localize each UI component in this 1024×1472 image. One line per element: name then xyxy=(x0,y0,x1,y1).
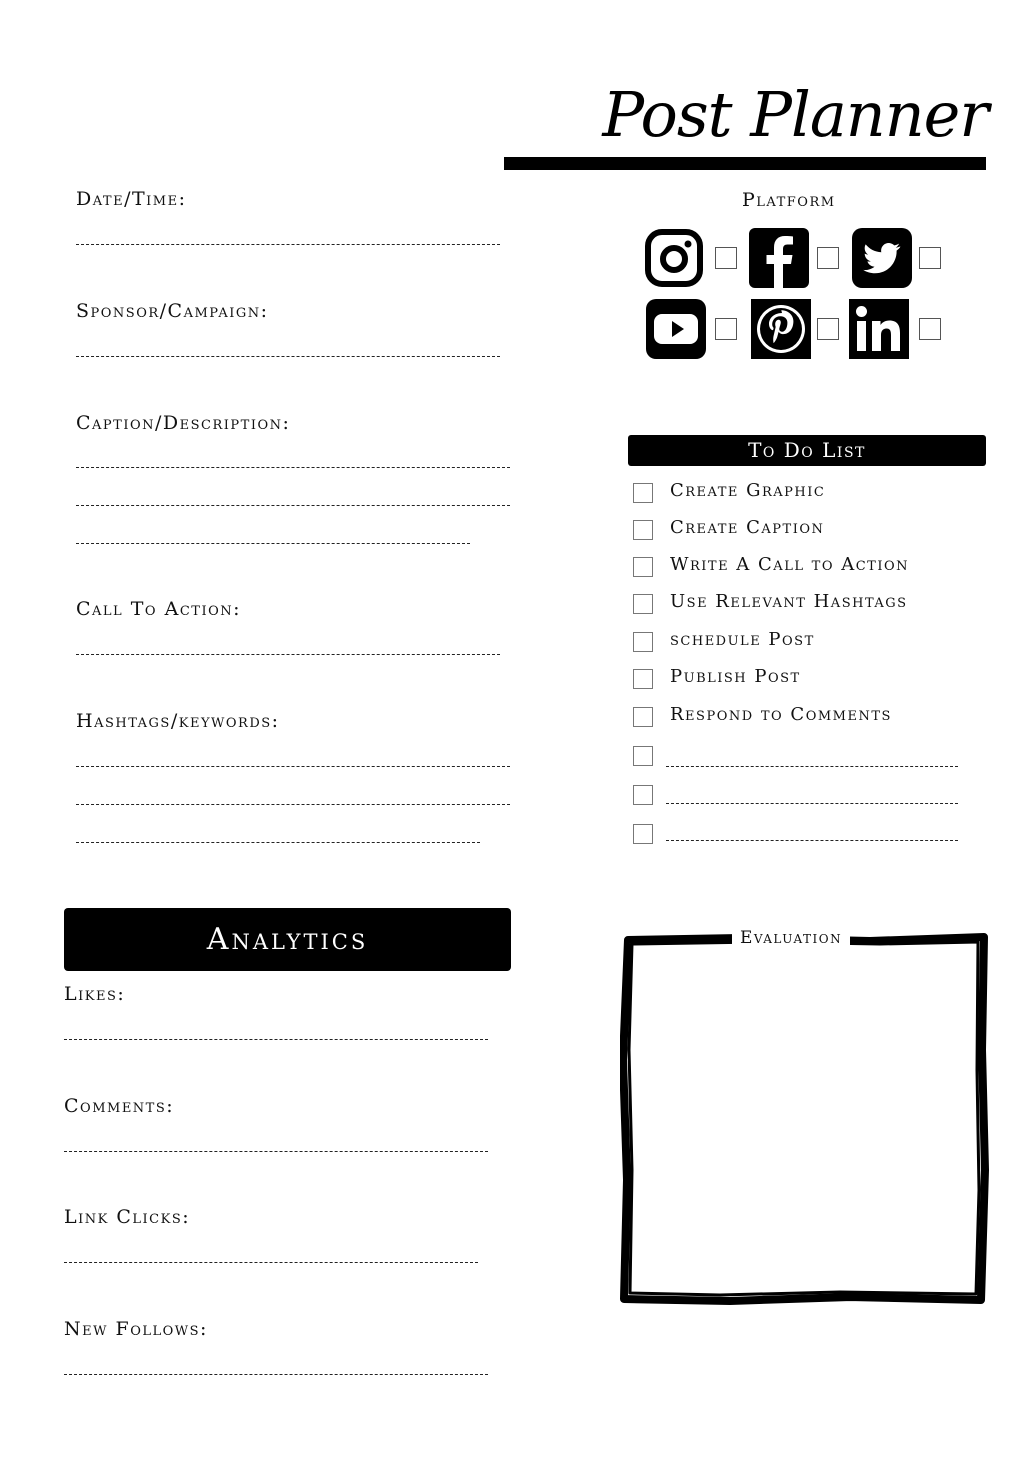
twitter-checkbox[interactable] xyxy=(919,247,941,269)
todo-checkbox-3[interactable] xyxy=(633,557,653,577)
todo-checkbox-6[interactable] xyxy=(633,669,653,689)
call-to-action-label: Call To Action: xyxy=(76,598,242,620)
todo-item-schedule-post: schedule Post xyxy=(670,629,815,650)
hashtags-line-2[interactable] xyxy=(76,804,510,805)
youtube-checkbox[interactable] xyxy=(715,318,737,340)
sponsor-campaign-line[interactable] xyxy=(76,356,500,357)
todo-checkbox-5[interactable] xyxy=(633,632,653,652)
new-follows-line[interactable] xyxy=(64,1374,488,1375)
call-to-action-line[interactable] xyxy=(76,654,500,655)
likes-line[interactable] xyxy=(64,1039,488,1040)
hashtags-line-1[interactable] xyxy=(76,766,510,767)
todo-item-publish-post: Publish Post xyxy=(670,666,801,687)
todo-list-header: To Do List xyxy=(628,435,986,466)
hashtags-line-3[interactable] xyxy=(76,842,480,843)
todo-item-create-graphic: Create Graphic xyxy=(670,480,826,501)
todo-blank-line-1[interactable] xyxy=(666,766,958,767)
hashtags-keywords-label: Hashtags/keywords: xyxy=(76,710,280,732)
platform-label: Platform xyxy=(742,189,836,211)
caption-line-1[interactable] xyxy=(76,467,510,468)
youtube-icon xyxy=(646,299,706,359)
todo-checkbox-4[interactable] xyxy=(633,594,653,614)
todo-checkbox-7[interactable] xyxy=(633,707,653,727)
new-follows-label: New Follows: xyxy=(64,1318,208,1340)
todo-checkbox-1[interactable] xyxy=(633,483,653,503)
todo-checkbox-2[interactable] xyxy=(633,520,653,540)
instagram-icon xyxy=(644,228,704,288)
comments-label: Comments: xyxy=(64,1095,175,1117)
evaluation-box[interactable] xyxy=(620,930,990,1306)
title-underline-bar xyxy=(504,157,986,170)
link-clicks-line[interactable] xyxy=(64,1262,478,1263)
date-time-label: Date/Time: xyxy=(76,188,187,210)
evaluation-label: Evaluation xyxy=(732,928,850,948)
todo-item-hashtags: Use Relevant Hashtags xyxy=(670,591,908,612)
caption-description-label: Caption/Description: xyxy=(76,412,291,434)
todo-checkbox-9[interactable] xyxy=(633,785,653,805)
pinterest-checkbox[interactable] xyxy=(817,318,839,340)
likes-label: Likes: xyxy=(64,983,126,1005)
analytics-header: Analytics xyxy=(64,908,511,971)
pinterest-icon xyxy=(751,299,811,359)
facebook-icon xyxy=(749,228,809,288)
todo-checkbox-8[interactable] xyxy=(633,746,653,766)
todo-item-respond-comments: Respond to Comments xyxy=(670,704,892,725)
page-title: Post Planner xyxy=(602,78,988,151)
todo-blank-line-3[interactable] xyxy=(666,840,958,841)
linkedin-icon xyxy=(849,299,909,359)
twitter-icon xyxy=(852,228,912,288)
sponsor-campaign-label: Sponsor/Campaign: xyxy=(76,300,269,322)
facebook-checkbox[interactable] xyxy=(817,247,839,269)
link-clicks-label: Link Clicks: xyxy=(64,1206,191,1228)
todo-blank-line-2[interactable] xyxy=(666,803,958,804)
todo-checkbox-10[interactable] xyxy=(633,824,653,844)
caption-line-3[interactable] xyxy=(76,543,470,544)
todo-item-call-to-action: Write A Call to Action xyxy=(670,554,910,575)
date-time-line[interactable] xyxy=(76,244,500,245)
instagram-checkbox[interactable] xyxy=(715,247,737,269)
linkedin-checkbox[interactable] xyxy=(919,318,941,340)
comments-line[interactable] xyxy=(64,1151,488,1152)
todo-item-create-caption: Create Caption xyxy=(670,517,825,538)
caption-line-2[interactable] xyxy=(76,505,510,506)
